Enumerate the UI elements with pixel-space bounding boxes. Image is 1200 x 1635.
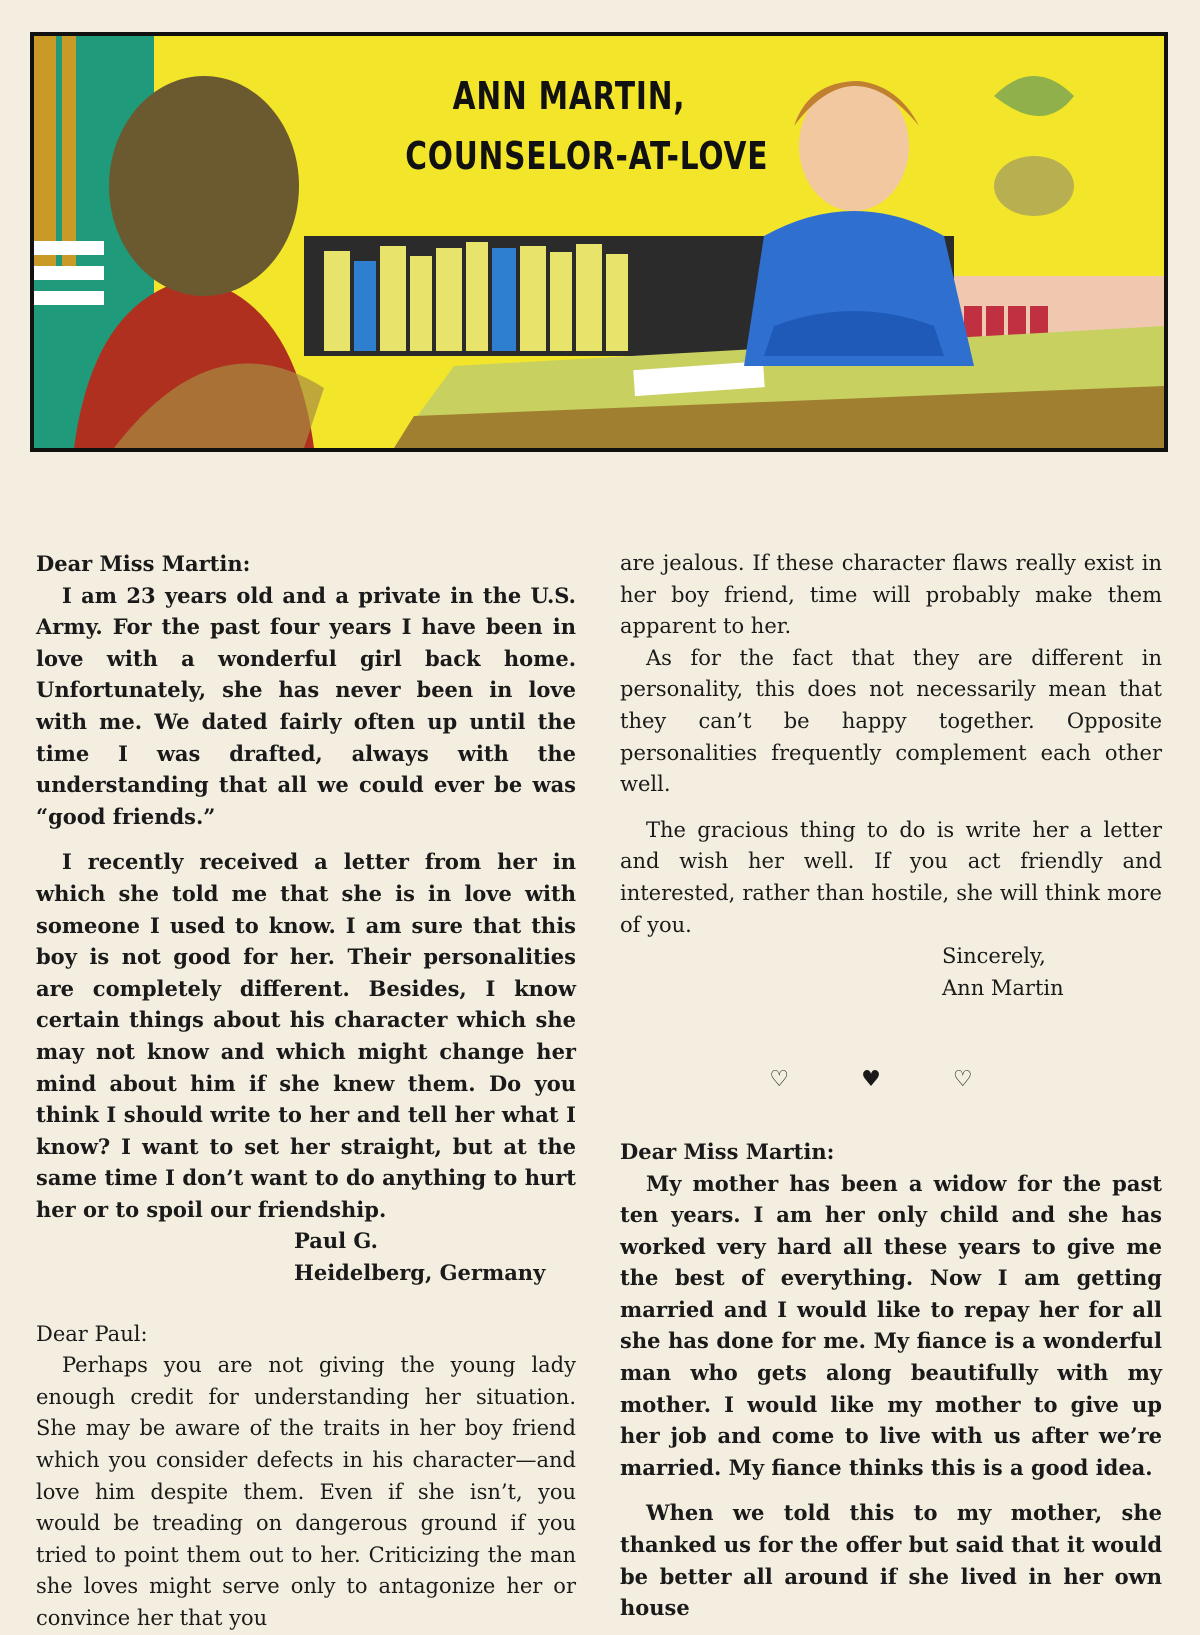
letter-1-paragraph-1: I am 23 years old and a private in the U.S. Army. For the past four years I have been in love with a wonderful girl back home. Unfortunately, she has never been in love with me. We dated fairly often up until the time I was drafted, always with the understanding that all we could ever be was “good friends.” [36, 582, 576, 829]
heart-outline-icon: ♡ [769, 1067, 790, 1093]
reply-1-signature: Ann Martin [942, 975, 1064, 1000]
letter-2-paragraph-2: When we told this to my mother, she thanked us for the offer but said that it would be better all around if she lived in her own house [620, 1500, 1162, 1621]
heart-divider [620, 1064, 1162, 1096]
panel-caption [405, 66, 769, 186]
heart-outline-icon: ♡ [952, 1067, 973, 1093]
header-illustration-panel [30, 32, 1168, 452]
reply-1-paragraph-1-start: Perhaps you are not giving the young lady enough credit for understanding her situation. She may be aware of the traits in her boy friend which you consider defects in his character—and love him despite them. Even if she isn’t, you would be treading on dangerous ground if you tried to point them out to her. Criticizing the man she loves might serve only to antagonize her or convince her that you [36, 1353, 576, 1630]
letter-1-salutation: Dear Miss Martin: [36, 551, 251, 576]
letter-2-paragraph-1: My mother has been a widow for the past ten years. I am her only child and she has worked very hard all these years to give me the best of everything. Now I am getting married and I would like to repay her for all she has done for me. My fiance is a wonderful man who gets along beautifully with my mother. I would like my mother to give up her job and come to live with us after we’re married. My fiance thinks this is a good idea. [620, 1170, 1162, 1480]
letter-2 [620, 1136, 1162, 1624]
caption-line-2: COUNSELOR-AT-LOVE [405, 134, 769, 178]
right-column [620, 548, 1162, 1624]
letter-1 [36, 548, 576, 1289]
reply-1-paragraph-3: The gracious thing to do is write her a letter and wish her well. If you act friendly and interested, rather than hostile, she will think more of you. [620, 817, 1162, 937]
letter-1-paragraph-2: I recently received a letter from her in which she told me that she is in love with someone I used to know. I am sure that this boy is not good for her. Their personalities are completely different. Besides, I know certain things about his character which she may not know and which might change her mind about him if she knew them. Do you think I should write to her and tell her what I know? I want to set her straight, but at the same time I don’t want to do anything to hurt her or to spoil our friendship. [36, 849, 576, 1222]
reply-1-paragraph-2: As for the fact that they are different in personality, this does not necessarily mean that they can’t be happy together. Opposite personalities frequently complement each other well. [620, 645, 1162, 797]
reply-1-part-1 [36, 1319, 576, 1635]
caption-line-1: ANN MARTIN, [452, 74, 686, 118]
heart-filled-icon: ♥ [861, 1067, 881, 1093]
reply-1-salutation: Dear Paul: [36, 1321, 148, 1346]
letter-2-salutation: Dear Miss Martin: [620, 1138, 835, 1164]
left-column [36, 548, 576, 1635]
reply-1-closing: Sincerely, [942, 944, 1046, 969]
letter-1-signature-place: Heidelberg, Germany [294, 1260, 546, 1286]
reply-1-paragraph-1-end: are jealous. If these character flaws really exist in her boy friend, time will probably make them apparent to her. [620, 551, 1162, 639]
reply-1-part-2 [620, 548, 1162, 1004]
letter-1-signature-name: Paul G. [294, 1228, 378, 1254]
